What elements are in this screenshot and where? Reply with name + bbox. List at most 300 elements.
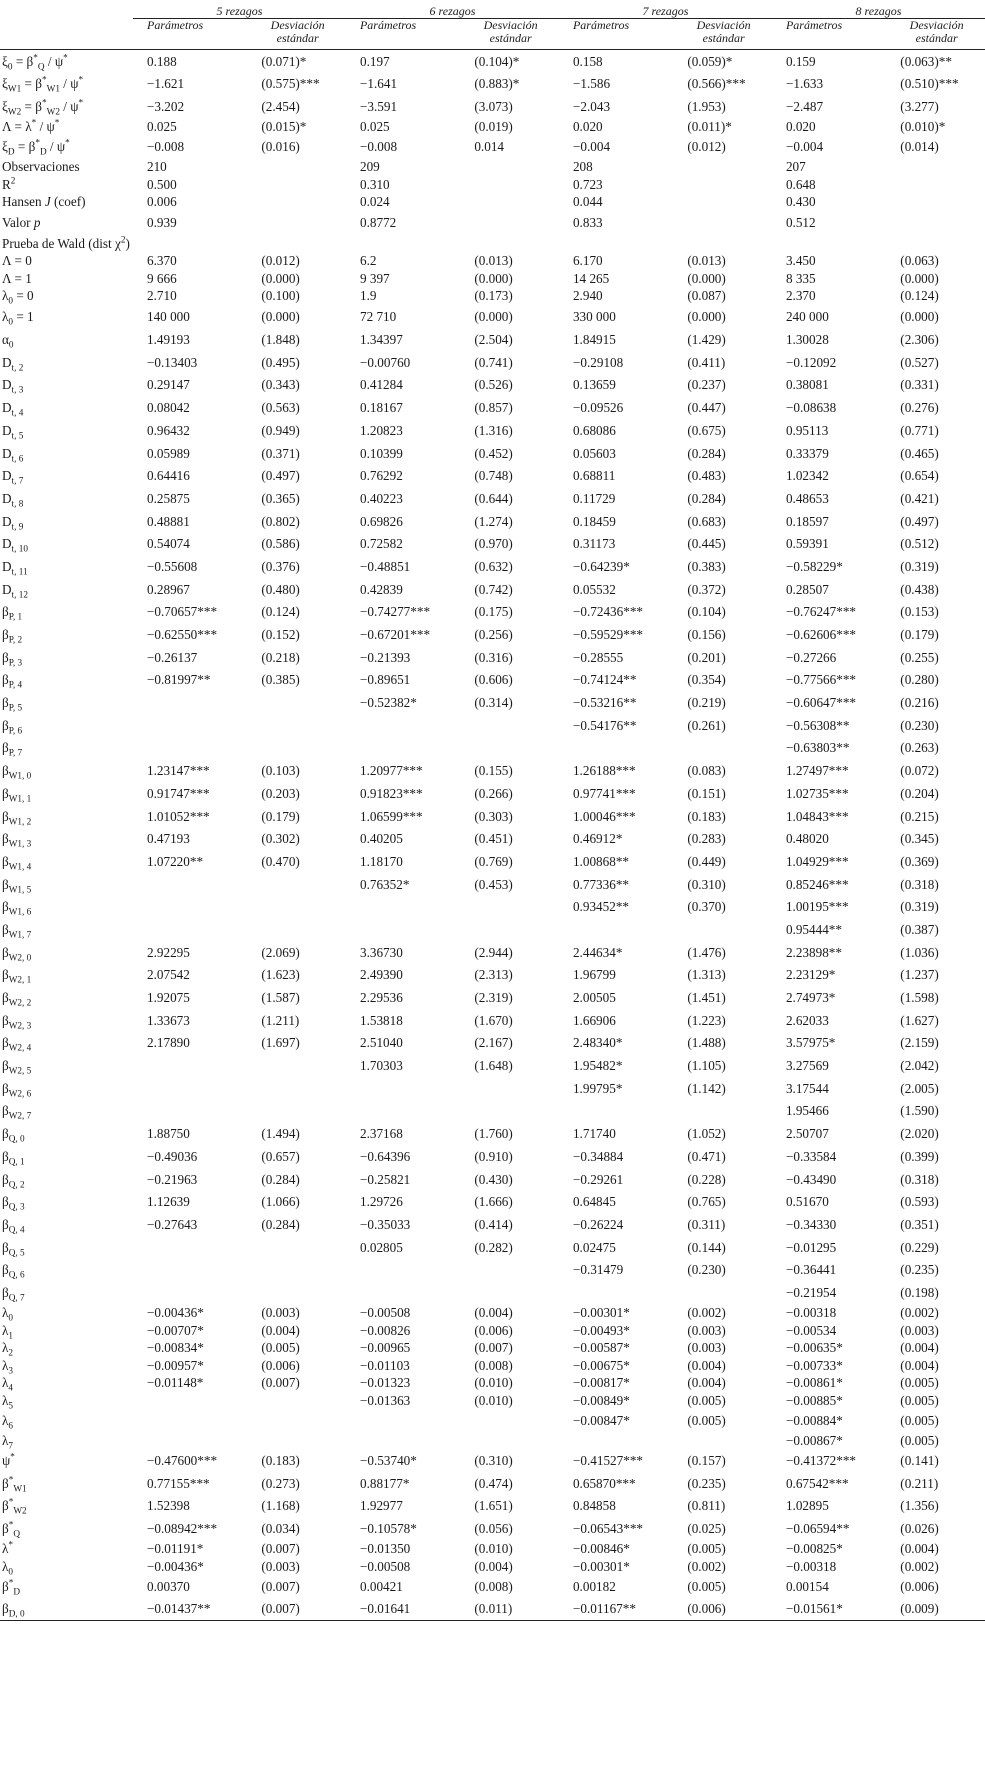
table-row (0, 1409, 985, 1432)
col-header-se (249, 19, 346, 50)
row-label: $\beta_{W2, 0}$ (2, 944, 32, 963)
param-value-cell: 2.940 (572, 288, 603, 303)
std-error-cell: (0.007) (474, 1340, 513, 1356)
param-value-cell: 0.512 (785, 214, 816, 230)
param-value-cell: 1.20977*** (359, 763, 423, 779)
std-error-cell: (0.201) (687, 649, 726, 665)
table-row (0, 691, 985, 714)
std-error-cell: (1.848) (261, 332, 300, 348)
param-value-cell: 0.188 (146, 53, 177, 69)
table-row (0, 351, 985, 374)
std-error-cell: (1.476) (687, 944, 726, 960)
table-row (0, 487, 985, 510)
param-value-cell: −0.33584 (785, 1148, 837, 1164)
param-value-cell: −0.01103 (359, 1357, 410, 1373)
std-error-cell: (0.025) (687, 1520, 726, 1536)
param-value-cell: 0.48881 (146, 513, 190, 529)
param-value-cell: 1.02895 (785, 1498, 829, 1514)
row-label: $D_{t, 11}$ (2, 558, 28, 577)
std-error-cell (462, 1258, 559, 1281)
std-error-cell: (0.204) (900, 785, 939, 801)
param-value-cell: −0.00587* (572, 1340, 630, 1356)
param-value-cell: 0.158 (572, 53, 603, 69)
param-value-cell: 0.64416 (146, 468, 190, 484)
std-error-cell: (0.566)*** (687, 76, 746, 92)
std-error-cell: (0.005) (900, 1375, 939, 1391)
table-row (0, 1449, 985, 1472)
row-label: $\beta_{Q, 5}$ (2, 1239, 25, 1258)
row-label: $\beta_{P, 5}$ (2, 695, 23, 713)
param-value-cell: 2.29536 (359, 990, 403, 1006)
std-error-cell (249, 1281, 346, 1304)
table-row (0, 396, 985, 419)
table-row (0, 805, 985, 828)
row-label: $\lambda_4$ (2, 1375, 14, 1393)
group-header-6-lags: 6 rezagos (346, 2, 559, 19)
std-error-cell: (0.203) (261, 785, 300, 801)
std-error-cell: (0.006) (675, 1597, 772, 1620)
std-error-cell: (0.013) (474, 253, 513, 268)
param-value-cell (346, 918, 462, 941)
param-value-cell (133, 1077, 249, 1100)
param-value-cell: −0.12092 (785, 354, 837, 370)
std-error-cell (249, 1077, 346, 1100)
table-row (0, 555, 985, 578)
param-value-cell: −0.74124** (572, 672, 637, 688)
param-value-cell: 2.710 (146, 288, 177, 303)
std-error-cell: (0.005) (900, 1392, 939, 1408)
param-value-cell (346, 1258, 462, 1281)
param-value-cell: −0.00534 (785, 1322, 837, 1338)
param-value-cell: −1.586 (572, 76, 611, 92)
param-value-cell: −0.55608 (146, 558, 198, 574)
param-value-cell: −0.00436* (146, 1305, 204, 1321)
param-value-cell: −0.21954 (785, 1284, 837, 1300)
std-error-cell: (0.280) (900, 672, 939, 688)
std-error-cell: (0.124) (261, 604, 300, 620)
param-value-cell: 2.07542 (146, 967, 190, 983)
param-value-cell: −0.00957* (146, 1357, 204, 1373)
table-row (0, 304, 985, 328)
row-label: $\beta_{W2, 6}$ (2, 1080, 32, 1099)
param-value-cell: −0.01167** (559, 1597, 675, 1620)
std-error-cell: (0.007) (261, 1541, 300, 1556)
row-label: $D_{t, 12}$ (2, 581, 28, 600)
table-row (0, 1100, 985, 1123)
param-value-cell: 3.36730 (359, 944, 403, 960)
std-error-cell: (0.056) (474, 1520, 513, 1536)
param-value-cell: 0.159 (785, 53, 816, 69)
std-error-cell (249, 691, 346, 714)
param-value-cell: −2.043 (572, 98, 611, 114)
row-label: $\lambda_1$ (2, 1322, 14, 1341)
std-error-cell: (0.083) (687, 763, 726, 779)
param-value-cell: 2.49390 (359, 967, 403, 983)
param-value-cell: 209 (359, 159, 380, 174)
param-value-cell: 6.2 (359, 253, 377, 268)
param-value-cell: 1.95466 (785, 1103, 829, 1119)
param-value-cell: −0.004 (785, 138, 824, 154)
param-value-cell: 0.85246*** (785, 876, 849, 892)
param-value-cell: 0.48020 (785, 831, 829, 847)
table-row (0, 50, 985, 73)
table-row (0, 1557, 985, 1575)
param-value-cell (133, 873, 249, 896)
row-label: $D_{t, 10}$ (2, 536, 28, 554)
std-error-cell: (0.005) (900, 1412, 939, 1428)
param-value-cell: 0.96432 (146, 422, 190, 438)
std-error-cell (675, 918, 772, 941)
std-error-cell: (2.313) (474, 967, 513, 983)
table-row (0, 1432, 985, 1450)
table-row (0, 1077, 985, 1100)
param-value-cell: 0.97741*** (572, 785, 636, 801)
std-error-cell: (0.010) (474, 1375, 513, 1391)
std-error-cell: (0.000) (261, 308, 300, 324)
param-value-cell: −0.00826 (359, 1322, 411, 1338)
std-error-cell: (0.411) (687, 354, 726, 370)
param-value-cell: 0.02475 (572, 1239, 616, 1255)
std-error-cell: (0.104)* (474, 53, 520, 69)
std-error-cell: (0.421) (900, 490, 939, 506)
std-error-cell: (2.069) (261, 944, 300, 960)
std-error-cell: (3.073) (474, 98, 513, 114)
std-error-cell: (0.447) (687, 400, 726, 416)
std-error-cell: (0.004) (474, 1558, 513, 1574)
std-error-cell: (0.387) (900, 921, 939, 937)
row-label: $\beta_{Q, 3}$ (2, 1194, 25, 1212)
std-error-cell: (0.218) (261, 649, 300, 665)
param-value-cell: −0.00301* (572, 1305, 630, 1321)
param-value-cell: 0.020 (785, 118, 816, 134)
std-error-cell: (0.002) (900, 1305, 939, 1321)
param-value-cell: 0.84858 (572, 1498, 616, 1514)
row-label: $\beta_{Q, 1}$ (2, 1148, 25, 1167)
row-label: $\beta^*_{W1}$ (2, 1474, 27, 1494)
row-label: $\beta_{W1, 4}$ (2, 853, 32, 872)
std-error-cell (675, 234, 772, 252)
param-value-cell (133, 1391, 249, 1409)
row-label: $\xi_{W2} = \beta^*_{W2} / \psi^*$ (2, 97, 84, 117)
std-error-cell (462, 1432, 559, 1450)
param-value-cell: 0.024 (359, 194, 390, 209)
param-value-cell (346, 234, 462, 252)
param-value-cell: 1.00868** (572, 853, 629, 869)
param-value-cell: 0.47193 (146, 831, 190, 847)
std-error-cell: (0.399) (900, 1148, 939, 1164)
std-error-cell: (1.666) (474, 1194, 513, 1210)
std-error-cell: (0.003) (261, 1305, 300, 1321)
std-error-cell (249, 895, 346, 918)
param-value-cell: 1.27497*** (785, 763, 849, 779)
std-error-cell: (0.004) (687, 1357, 726, 1373)
param-value-cell: 0.020 (572, 118, 603, 134)
param-value-cell: −0.06543*** (572, 1520, 644, 1536)
param-value-cell: −0.29108 (572, 354, 624, 370)
table-row (0, 737, 985, 760)
row-label: Λ = 0 (2, 253, 32, 268)
param-value-cell: 1.52398 (146, 1498, 190, 1514)
row-label: Valor p (2, 214, 41, 230)
row-label: $\beta_{P, 3}$ (2, 649, 23, 668)
table-row (0, 118, 985, 136)
param-value-cell: −0.00318 (785, 1558, 837, 1574)
param-value-cell: 1.71740 (572, 1126, 616, 1142)
param-value-cell: −0.00733* (785, 1357, 843, 1373)
param-value-cell: −0.01641 (346, 1597, 462, 1620)
param-value-cell: −0.70657*** (146, 604, 218, 620)
param-value-cell: −0.76247*** (785, 604, 857, 620)
param-value-cell: 1.07220** (146, 853, 204, 869)
std-error-cell: (0.103) (261, 763, 300, 779)
param-value-cell: 0.40205 (359, 831, 403, 847)
row-label: $\lambda_0$ (2, 1558, 14, 1577)
param-value-cell: 0.13659 (572, 377, 616, 393)
param-value-cell: 1.23147*** (146, 763, 210, 779)
param-value-cell: 0.72582 (359, 536, 403, 552)
std-error-cell (675, 1100, 772, 1123)
param-value-cell: 0.54074 (146, 536, 190, 552)
param-value-cell: 0.31173 (572, 536, 616, 552)
std-error-cell (462, 918, 559, 941)
std-error-cell: (2.454) (261, 98, 300, 114)
std-error-cell: (0.365) (261, 490, 300, 506)
param-value-cell: −0.01437** (133, 1597, 249, 1620)
std-error-cell: (1.623) (261, 967, 300, 983)
std-error-cell: (2.504) (474, 332, 513, 348)
col-header-se-line2: estándar (276, 31, 319, 45)
std-error-cell: (0.563) (261, 400, 300, 416)
table-row (0, 1122, 985, 1145)
std-error-cell: (2.159) (900, 1035, 939, 1051)
param-value-cell: 0.8772 (359, 214, 397, 230)
std-error-cell: (0.002) (687, 1305, 726, 1321)
row-label: $\beta_{W2, 5}$ (2, 1058, 32, 1076)
std-error-cell: (0.266) (474, 785, 513, 801)
row-label: $\alpha_0$ (2, 332, 14, 350)
std-error-cell: (0.575)*** (261, 76, 320, 92)
std-error-cell (675, 193, 772, 211)
std-error-cell: (0.005) (900, 1432, 939, 1448)
std-error-cell: (1.697) (261, 1035, 300, 1051)
param-value-cell: 0.18167 (359, 400, 403, 416)
param-value-cell: 0.67542*** (785, 1475, 849, 1491)
param-value-cell (133, 234, 249, 252)
param-value-cell: 0.48653 (785, 490, 829, 506)
std-error-cell: (0.319) (900, 558, 939, 574)
param-value-cell (133, 737, 249, 760)
std-error-cell: (0.310) (474, 1452, 513, 1468)
std-error-cell (675, 175, 772, 193)
param-value-cell: −0.77566*** (785, 672, 857, 688)
std-error-cell (249, 1391, 346, 1409)
std-error-cell: (0.372) (687, 581, 726, 597)
std-error-cell: (0.343) (261, 377, 300, 393)
std-error-cell (249, 234, 346, 252)
std-error-cell: (0.175) (474, 604, 513, 620)
std-error-cell: (0.351) (900, 1216, 939, 1232)
std-error-cell: (0.173) (474, 288, 513, 303)
param-value-cell: 1.06599*** (359, 808, 423, 824)
param-value-cell: −0.26137 (146, 649, 198, 665)
std-error-cell: (0.004) (900, 1357, 939, 1373)
std-error-cell (249, 1100, 346, 1123)
std-error-cell: (0.005) (687, 1412, 726, 1428)
std-error-cell: (0.811) (687, 1498, 726, 1514)
std-error-cell: (2.306) (900, 332, 939, 348)
param-value-cell: 0.00182 (572, 1578, 616, 1594)
param-value-cell: 2.92295 (146, 944, 190, 960)
std-error-cell (462, 1409, 559, 1432)
std-error-cell (462, 1281, 559, 1304)
param-value-cell: −1.633 (785, 76, 824, 92)
std-error-cell (675, 1281, 772, 1304)
param-value-cell: 0.68811 (572, 468, 616, 484)
std-error-cell: (1.587) (261, 990, 300, 1006)
std-error-cell: (0.383) (687, 558, 726, 574)
param-value-cell: 0.833 (572, 214, 603, 230)
std-error-cell (249, 873, 346, 896)
param-value-cell (346, 737, 462, 760)
col-header-se-line2: estándar (489, 31, 532, 45)
std-error-cell: (0.230) (900, 717, 939, 733)
param-value-cell: 0.05532 (572, 581, 616, 597)
std-error-cell: (0.883)* (474, 76, 520, 92)
std-error-cell: (0.765) (687, 1194, 726, 1210)
std-error-cell: (0.256) (474, 627, 513, 643)
param-value-cell: −0.31479 (572, 1262, 624, 1278)
param-value-cell (133, 1258, 249, 1281)
param-value-cell: 0.51670 (785, 1194, 829, 1210)
row-label: $\lambda_3$ (2, 1357, 14, 1376)
std-error-cell (888, 210, 985, 234)
param-value-cell: −0.29261 (572, 1171, 624, 1187)
std-error-cell: (1.488) (687, 1035, 726, 1051)
std-error-cell: (0.512) (900, 536, 939, 552)
param-value-cell: −0.00885* (785, 1392, 843, 1408)
row-label: $\beta_{P, 7}$ (2, 740, 23, 759)
std-error-cell (888, 193, 985, 211)
param-value-cell (346, 1281, 462, 1304)
param-value-cell: 0.006 (146, 194, 177, 209)
param-value-cell (559, 737, 675, 760)
row-label: $\beta_{W1, 6}$ (2, 899, 32, 917)
std-error-cell: (0.314) (474, 695, 513, 711)
param-value-cell: 0.044 (572, 194, 603, 209)
std-error-cell: (0.644) (474, 490, 513, 506)
std-error-cell: (0.211) (900, 1475, 939, 1491)
param-value-cell: 0.10399 (359, 445, 403, 461)
param-value-cell: −0.00493* (572, 1322, 630, 1338)
std-error-cell: (0.124) (900, 288, 939, 303)
std-error-cell: (0.654) (900, 468, 939, 484)
std-error-cell: (0.497) (900, 513, 939, 529)
table-row (0, 1054, 985, 1077)
row-label: $\xi_{W1} = \beta^*_{W1} / \psi^*$ (2, 74, 84, 94)
std-error-cell: (0.006) (474, 1322, 513, 1338)
param-value-cell: 0.38081 (785, 377, 829, 393)
param-value-cell: 0.28507 (785, 581, 829, 597)
std-error-cell: (0.657) (261, 1148, 300, 1164)
param-value-cell: −0.43490 (785, 1171, 837, 1187)
std-error-cell: (0.219) (687, 695, 726, 711)
param-value-cell: 0.65870*** (572, 1475, 636, 1491)
std-error-cell: (2.944) (474, 944, 513, 960)
std-error-cell: (0.008) (474, 1357, 513, 1373)
std-error-cell: (0.263) (900, 740, 939, 756)
std-error-cell: (0.319) (900, 899, 939, 915)
param-value-cell: 72 710 (359, 308, 397, 324)
std-error-cell: (0.284) (687, 490, 726, 506)
std-error-cell: (0.318) (900, 876, 939, 892)
std-error-cell: (0.318) (900, 1171, 939, 1187)
std-error-cell: (0.480) (261, 581, 300, 597)
param-value-cell: −0.62550*** (146, 627, 218, 643)
param-value-cell: 0.939 (146, 214, 177, 230)
param-value-cell: 0.025 (146, 118, 177, 134)
param-value-cell: 0.93452** (572, 899, 629, 915)
std-error-cell: (0.470) (261, 853, 300, 869)
std-error-cell: (0.632) (474, 558, 513, 574)
std-error-cell (462, 737, 559, 760)
std-error-cell: (0.451) (474, 831, 513, 847)
std-error-cell: (1.313) (687, 967, 726, 983)
param-value-cell: 1.92977 (359, 1498, 403, 1514)
row-label: Λ = 1 (2, 270, 32, 286)
std-error-cell (675, 210, 772, 234)
std-error-cell: (0.156) (687, 627, 726, 643)
param-value-cell (772, 234, 888, 252)
row-label: Prueba de Wald (dist $\chi^2$) (2, 234, 130, 251)
param-value-cell: 1.49193 (146, 332, 190, 348)
row-label: $\lambda_5$ (2, 1392, 14, 1411)
col-header-params: Parámetros (346, 19, 462, 50)
param-value-cell: 0.648 (785, 176, 816, 192)
group-header-7-lags: 7 rezagos (559, 2, 772, 19)
param-value-cell: −0.59529*** (572, 627, 644, 643)
param-value-cell: −0.58229* (785, 558, 843, 574)
table-row (0, 287, 985, 305)
param-value-cell: 0.05989 (146, 445, 190, 461)
std-error-cell: (1.105) (687, 1058, 726, 1074)
param-value-cell: −3.591 (359, 98, 398, 114)
std-error-cell: (0.593) (900, 1194, 939, 1210)
col-header-se-line1: Desviación (483, 18, 538, 32)
std-error-cell: (0.151) (687, 785, 726, 801)
param-value-cell: 207 (785, 159, 806, 174)
std-error-cell: (0.026) (900, 1520, 939, 1536)
param-value-cell: −3.202 (146, 98, 185, 114)
std-error-cell: (0.012) (261, 253, 300, 268)
param-value-cell: −0.27266 (785, 649, 837, 665)
std-error-cell: (0.003) (687, 1340, 726, 1356)
param-value-cell: 0.00370 (146, 1578, 190, 1594)
row-label: $\beta_{W1, 3}$ (2, 831, 32, 849)
param-value-cell: 1.04843*** (785, 808, 849, 824)
std-error-cell: (0.087) (687, 288, 726, 303)
std-error-cell (462, 714, 559, 737)
param-value-cell: 2.00505 (572, 990, 616, 1006)
param-value-cell (346, 1100, 462, 1123)
param-value-cell: −0.00675* (572, 1357, 630, 1373)
row-label: $\beta^*_D$ (2, 1577, 21, 1597)
param-value-cell: −0.52382* (359, 695, 417, 711)
param-value-cell: 1.00195*** (785, 899, 849, 915)
param-value-cell: 0.310 (359, 176, 390, 192)
std-error-cell: (0.004) (687, 1375, 726, 1391)
row-label: $\xi_0 = \beta^*_Q / \psi^*$ (2, 52, 68, 72)
param-value-cell: 1.88750 (146, 1126, 190, 1142)
